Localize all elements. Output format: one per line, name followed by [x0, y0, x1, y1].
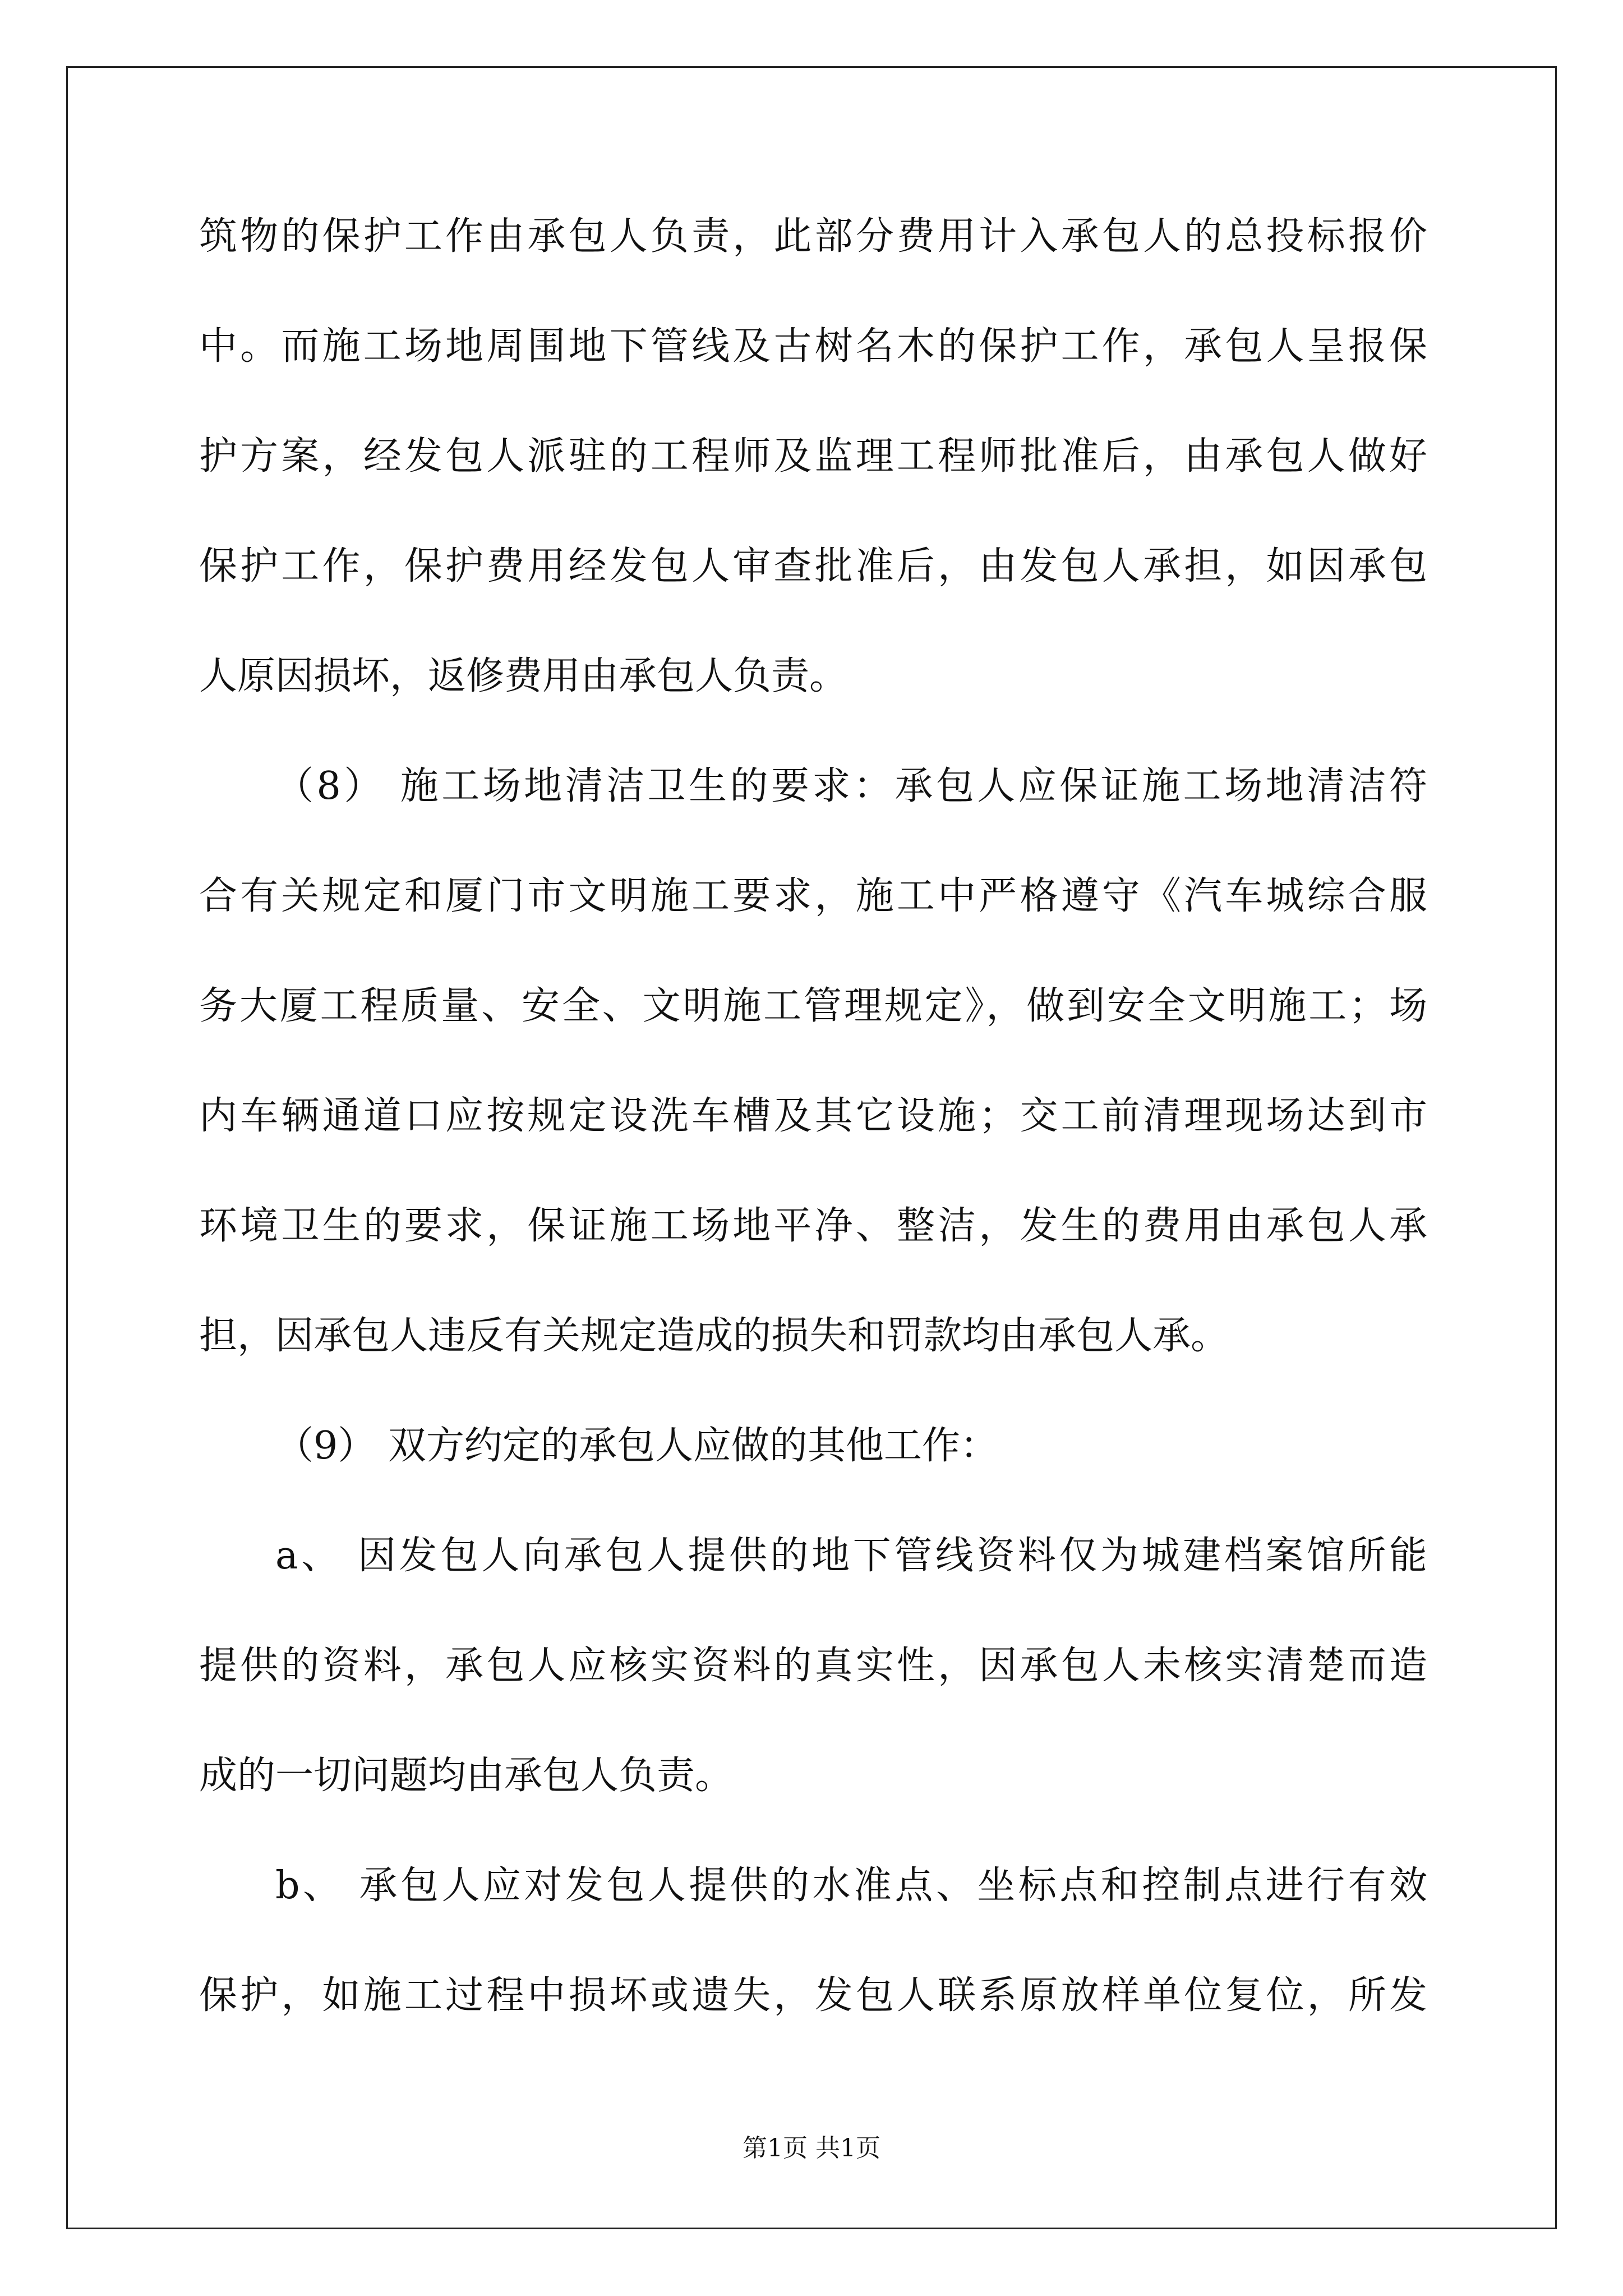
- text-line-item-b: b、 承包人应对发包人提供的水准点、坐标点和控制点进行有效: [275, 1864, 1427, 1908]
- text-line: 内车辆通道口应按规定设洗车槽及其它设施；交工前清理现场达到市: [199, 1094, 1427, 1138]
- text-line-clause-8: （8） 施工场地清洁卫生的要求：承包人应保证施工场地清洁符: [275, 764, 1427, 808]
- text-line-item-a: a、 因发包人向承包人提供的地下管线资料仅为城建档案馆所能: [275, 1534, 1427, 1578]
- text-line: 中。而施工场地周围地下管线及古树名木的保护工作，承包人呈报保: [199, 324, 1427, 369]
- text-line: 保护工作，保护费用经发包人审查批准后，由发包人承担，如因承包: [199, 544, 1427, 588]
- text-line: 环境卫生的要求，保证施工场地平净、整洁，发生的费用由承包人承: [199, 1204, 1427, 1248]
- text-line: 合有关规定和厦门市文明施工要求，施工中严格遵守《汽车城综合服: [199, 874, 1427, 918]
- text-line: 担，因承包人违反有关规定造成的损失和罚款均由承包人承。: [199, 1314, 1229, 1358]
- text-line: 提供的资料，承包人应核实资料的真实性，因承包人未核实清楚而造: [199, 1644, 1427, 1688]
- text-line: 护方案，经发包人派驻的工程师及监理工程师批准后，由承包人做好: [199, 434, 1427, 478]
- page-footer: 第1页 共1页: [743, 2134, 880, 2162]
- text-line: 务大厦工程质量、安全、文明施工管理规定》，做到安全文明施工；场: [199, 984, 1427, 1028]
- text-line: 筑物的保护工作由承包人负责，此部分费用计入承包人的总投标报价: [199, 214, 1427, 259]
- text-line: 成的一切问题均由承包人负责。: [199, 1754, 734, 1798]
- document-body: [199, 209, 1427, 2078]
- text-line: 保护，如施工过程中损坏或遗失，发包人联系原放样单位复位，所发: [199, 1973, 1427, 2018]
- text-line: 人原因损坏，返修费用由承包人负责。: [199, 654, 848, 698]
- text-line-clause-9: （9） 双方约定的承包人应做的其他工作：: [275, 1424, 998, 1468]
